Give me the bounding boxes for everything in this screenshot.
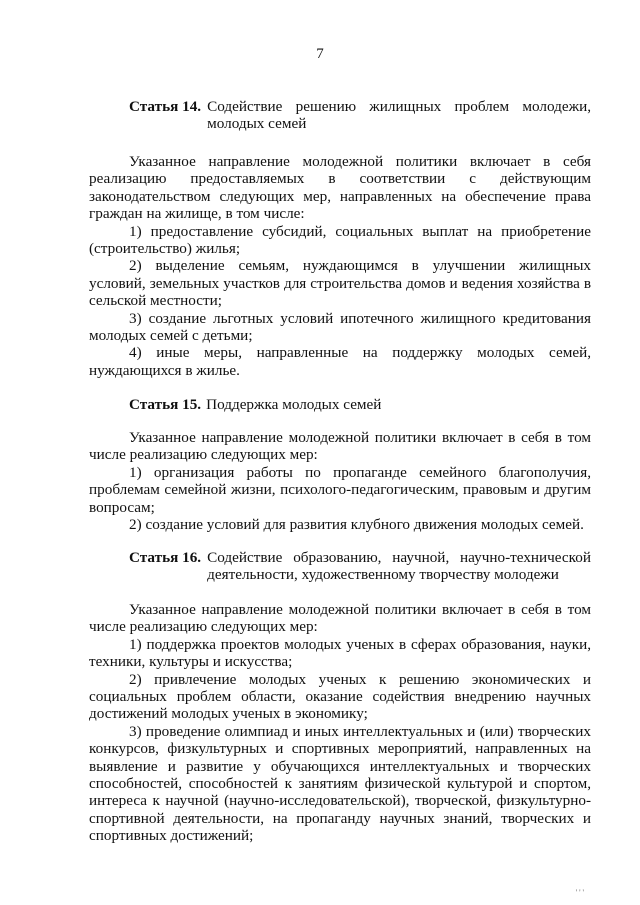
article-15-heading (89, 396, 591, 413)
list-item: 3) создание льготных условий ипотечного жилищного кредитования молодых семей с детьми; (89, 309, 591, 345)
list-item: 3) проведение олимпиад и иных интеллектуальных и (или) творческих конкурсов, физкультурных и спортивных мероприятий, направленных на выявление и развитие у обучающихся интеллектуальных и творческих способностей, способностей к занятиям физической культурой и спортом, интереса к научной (научно-исследовательской), творческой, физкультурно-спортивной деятельности, на пропаганду научных знаний, творческих и спортивных достижений; (89, 722, 591, 845)
list-item: 1) предоставление субсидий, социальных выплат на приобретение (строительство) жилья; (89, 222, 591, 258)
article-16-heading (89, 549, 591, 584)
list-item: 2) выделение семьям, нуждающимся в улучшении жилищных условий, земельных участков для строительства домов и ведения хозяйства в сельской местности; (89, 257, 591, 310)
list-item: 2) привлечение молодых ученых к решению экономических и социальных проблем области, оказание содействия внедрению научных достижений молодых ученых в экономику; (89, 670, 591, 723)
list-item: 4) иные меры, направленные на поддержку молодых семей, нуждающихся в жилье. (89, 344, 591, 379)
list-item: 1) организация работы по пропаганде семейного благополучия, проблемам семейной жизни, психолого-педагогическим, правовым и другим вопросам; (89, 463, 591, 516)
article-14-heading (89, 98, 591, 133)
paragraph: Указанное направление молодежной политики включает в себя в том числе реализацию следующих мер: (89, 429, 591, 464)
article-label: Статья 14. (129, 98, 202, 115)
article-15-body (89, 429, 591, 533)
article-label: Статья 15. (129, 396, 202, 413)
paragraph: Указанное направление молодежной политики включает в себя в том числе реализацию следующих мер: (89, 601, 591, 636)
article-title: Содействие решению жилищных проблем молодежи, молодых семей (207, 98, 591, 133)
article-label: Статья 16. (129, 549, 202, 566)
paragraph: Указанное направление молодежной политики включает в себя реализацию предоставляемых в соответствии с действующим законодательством следующих мер, направленных на обеспечение права граждан на жилище, в том числе: (89, 153, 591, 223)
list-item: 2) создание условий для развития клубного движения молодых семей. (129, 516, 584, 534)
article-16-body (89, 601, 591, 845)
article-title: Содействие образованию, научной, научно-технической деятельности, художественному творчеству молодежи (207, 549, 591, 584)
article-title: Поддержка молодых семей (206, 396, 382, 413)
page-number: 7 (316, 46, 324, 62)
scan-mark: ''' (575, 887, 586, 897)
article-14-body (89, 153, 591, 379)
list-item: 1) поддержка проектов молодых ученых в сферах образования, науки, техники, культуры и искусства; (89, 635, 591, 671)
